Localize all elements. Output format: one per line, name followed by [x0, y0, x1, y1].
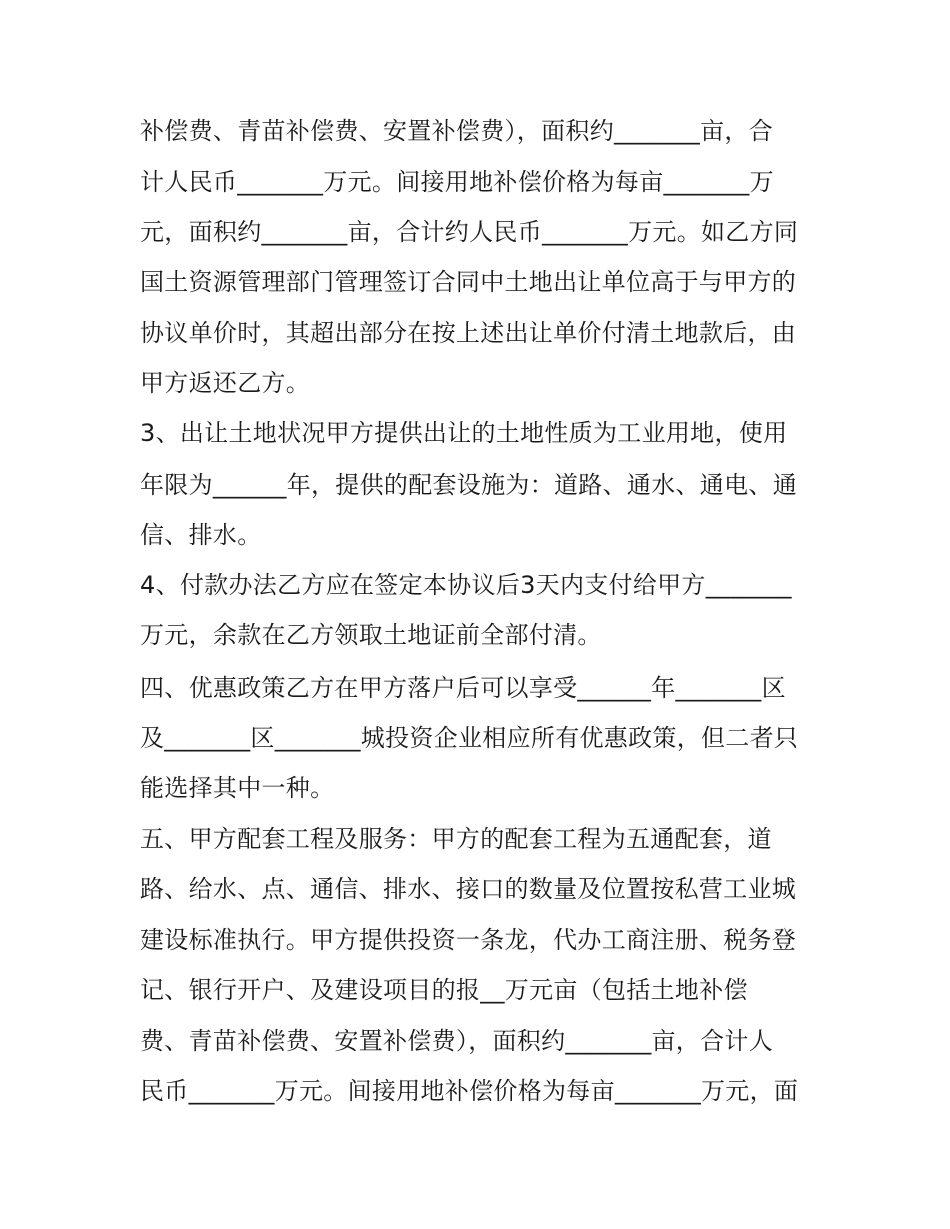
text-line: 4、付款办法乙方应在签定本协议后3天内支付给甲方_______ — [140, 571, 792, 599]
text-line: 四、优惠政策乙方在甲方落户后可以享受______年_______区 — [140, 674, 786, 702]
text-line: 建设标准执行。甲方提供投资一条龙，代办工商注册、税务登 — [140, 926, 797, 954]
text-line: 五、甲方配套工程及服务：甲方的配套工程为五通配套，道 — [140, 825, 772, 853]
text-line: 元，面积约_______亩，合计约人民币_______万元。如乙方同 — [140, 218, 799, 246]
text-line: 补偿费、青苗补偿费、安置补偿费），面积约_______亩，合 — [140, 117, 773, 145]
text-line: 万元，余款在乙方领取土地证前全部付清。 — [140, 621, 602, 649]
text-line: 费、青苗补偿费、安置补偿费），面积约_______亩，合计人 — [140, 1027, 773, 1055]
text-line: 计人民币_______万元。间接用地补偿价格为每亩_______万 — [140, 168, 774, 196]
text-line: 甲方返还乙方。 — [140, 369, 311, 397]
text-line: 信、排水。 — [140, 521, 262, 549]
text-line: 路、给水、点、通信、排水、接口的数量及位置按私营工业城 — [140, 875, 797, 903]
text-line: 记、银行开户、及建设项目的报__万元亩（包括土地补偿 — [140, 976, 748, 1004]
text-line: 及_______区_______城投资企业相应所有优惠政策，但二者只 — [140, 724, 799, 752]
text-line: 年限为______年，提供的配套设施为：道路、通水、通电、通 — [140, 471, 797, 499]
text-line: 国土资源管理部门管理签订合同中土地出让单位高于与甲方的 — [140, 268, 797, 296]
text-line: 民币_______万元。间接用地补偿价格为每亩_______万元，面 — [140, 1077, 799, 1105]
text-line: 协议单价时，其超出部分在按上述出让单价付清土地款后，由 — [140, 319, 797, 347]
text-line: 3、出让土地状况甲方提供出让的土地性质为工业用地，使用 — [140, 419, 788, 447]
text-line: 能选择其中一种。 — [140, 774, 335, 802]
